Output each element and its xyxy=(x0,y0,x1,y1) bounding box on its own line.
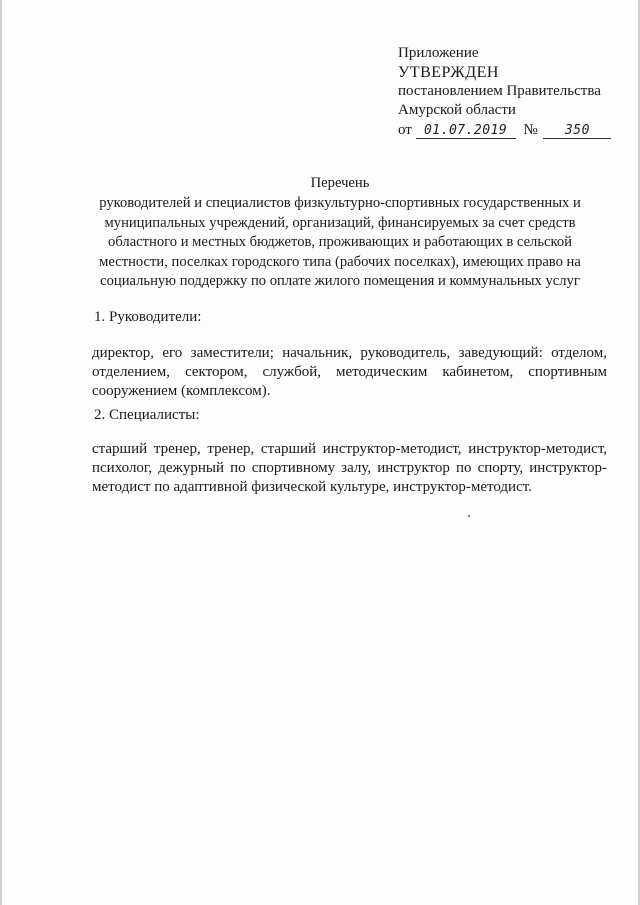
text-row xyxy=(92,344,607,363)
word: методическим xyxy=(336,364,428,380)
scan-speck xyxy=(468,515,470,517)
handwritten-number: 350 xyxy=(543,124,611,139)
region-label: Амурской области xyxy=(398,102,516,118)
title-line: социальную поддержку по оплате жилого помещения и коммунальных услуг xyxy=(100,273,580,290)
word: по xyxy=(230,460,246,476)
section-heading-managers: 1. Руководители: xyxy=(94,309,202,325)
text-row xyxy=(92,459,607,478)
word: методист по адаптивной физической культуре, инструктор-методист. xyxy=(92,479,532,495)
word: залу, xyxy=(341,460,372,476)
word: отделением, xyxy=(92,364,171,380)
appendix-label: Приложение xyxy=(398,45,479,61)
word: руководитель, xyxy=(360,345,451,361)
title-heading: Перечень xyxy=(310,175,370,191)
approval-block xyxy=(398,44,633,140)
decree-label: постановлением Правительства xyxy=(398,83,601,99)
word: заведующий: xyxy=(458,345,543,361)
word: спортивным xyxy=(528,364,607,380)
text-row xyxy=(92,363,607,382)
word: дежурный xyxy=(158,460,225,476)
word: его xyxy=(162,345,183,361)
text-row xyxy=(92,478,607,497)
word: по xyxy=(455,460,472,476)
word: старший xyxy=(92,441,148,457)
title-line: муниципальных учреждений, организаций, финансируемых за счет средств xyxy=(104,214,576,231)
word: спортивному xyxy=(251,460,336,476)
document-title xyxy=(60,174,620,291)
word: отделом, xyxy=(551,345,607,361)
title-line: руководителей и специалистов физкультурно-спортивных государственных и xyxy=(99,195,581,212)
title-line: местности, поселках городского типа (рабочих поселках), имеющих право на xyxy=(99,253,581,270)
word: сооружением (комплексом). xyxy=(92,383,271,399)
number-sign: № xyxy=(523,122,538,138)
approved-label: УТВЕРЖДЕН xyxy=(398,64,499,81)
section-heading-specialists: 2. Специалисты: xyxy=(94,407,200,423)
word: инструктор- xyxy=(529,460,607,476)
word: психолог, xyxy=(92,460,153,476)
word: инструктор-методист, xyxy=(468,441,607,457)
scan-edge-left xyxy=(0,0,2,905)
word: службой, xyxy=(262,364,322,380)
handwritten-date: 01.07.2019 xyxy=(416,124,516,139)
word: инструктор-методист, xyxy=(322,441,462,457)
word: старший xyxy=(260,441,317,457)
word: директор, xyxy=(92,345,155,361)
word: кабинетом, xyxy=(442,364,514,380)
text-row xyxy=(92,440,607,459)
text-row xyxy=(92,382,607,401)
date-number-row xyxy=(398,121,633,140)
word: начальник, xyxy=(282,345,353,361)
title-line: областного и местных бюджетов, проживающих и работающих в сельской xyxy=(108,234,572,251)
section-body-managers xyxy=(92,344,607,401)
word: инструктор xyxy=(377,460,450,476)
word: заместители; xyxy=(190,345,274,361)
word: спорту, xyxy=(477,460,524,476)
section-body-specialists xyxy=(92,440,607,497)
word: сектором, xyxy=(185,364,248,380)
word: тренер, xyxy=(153,441,201,457)
word: тренер, xyxy=(207,441,255,457)
date-prefix: от xyxy=(398,122,412,138)
